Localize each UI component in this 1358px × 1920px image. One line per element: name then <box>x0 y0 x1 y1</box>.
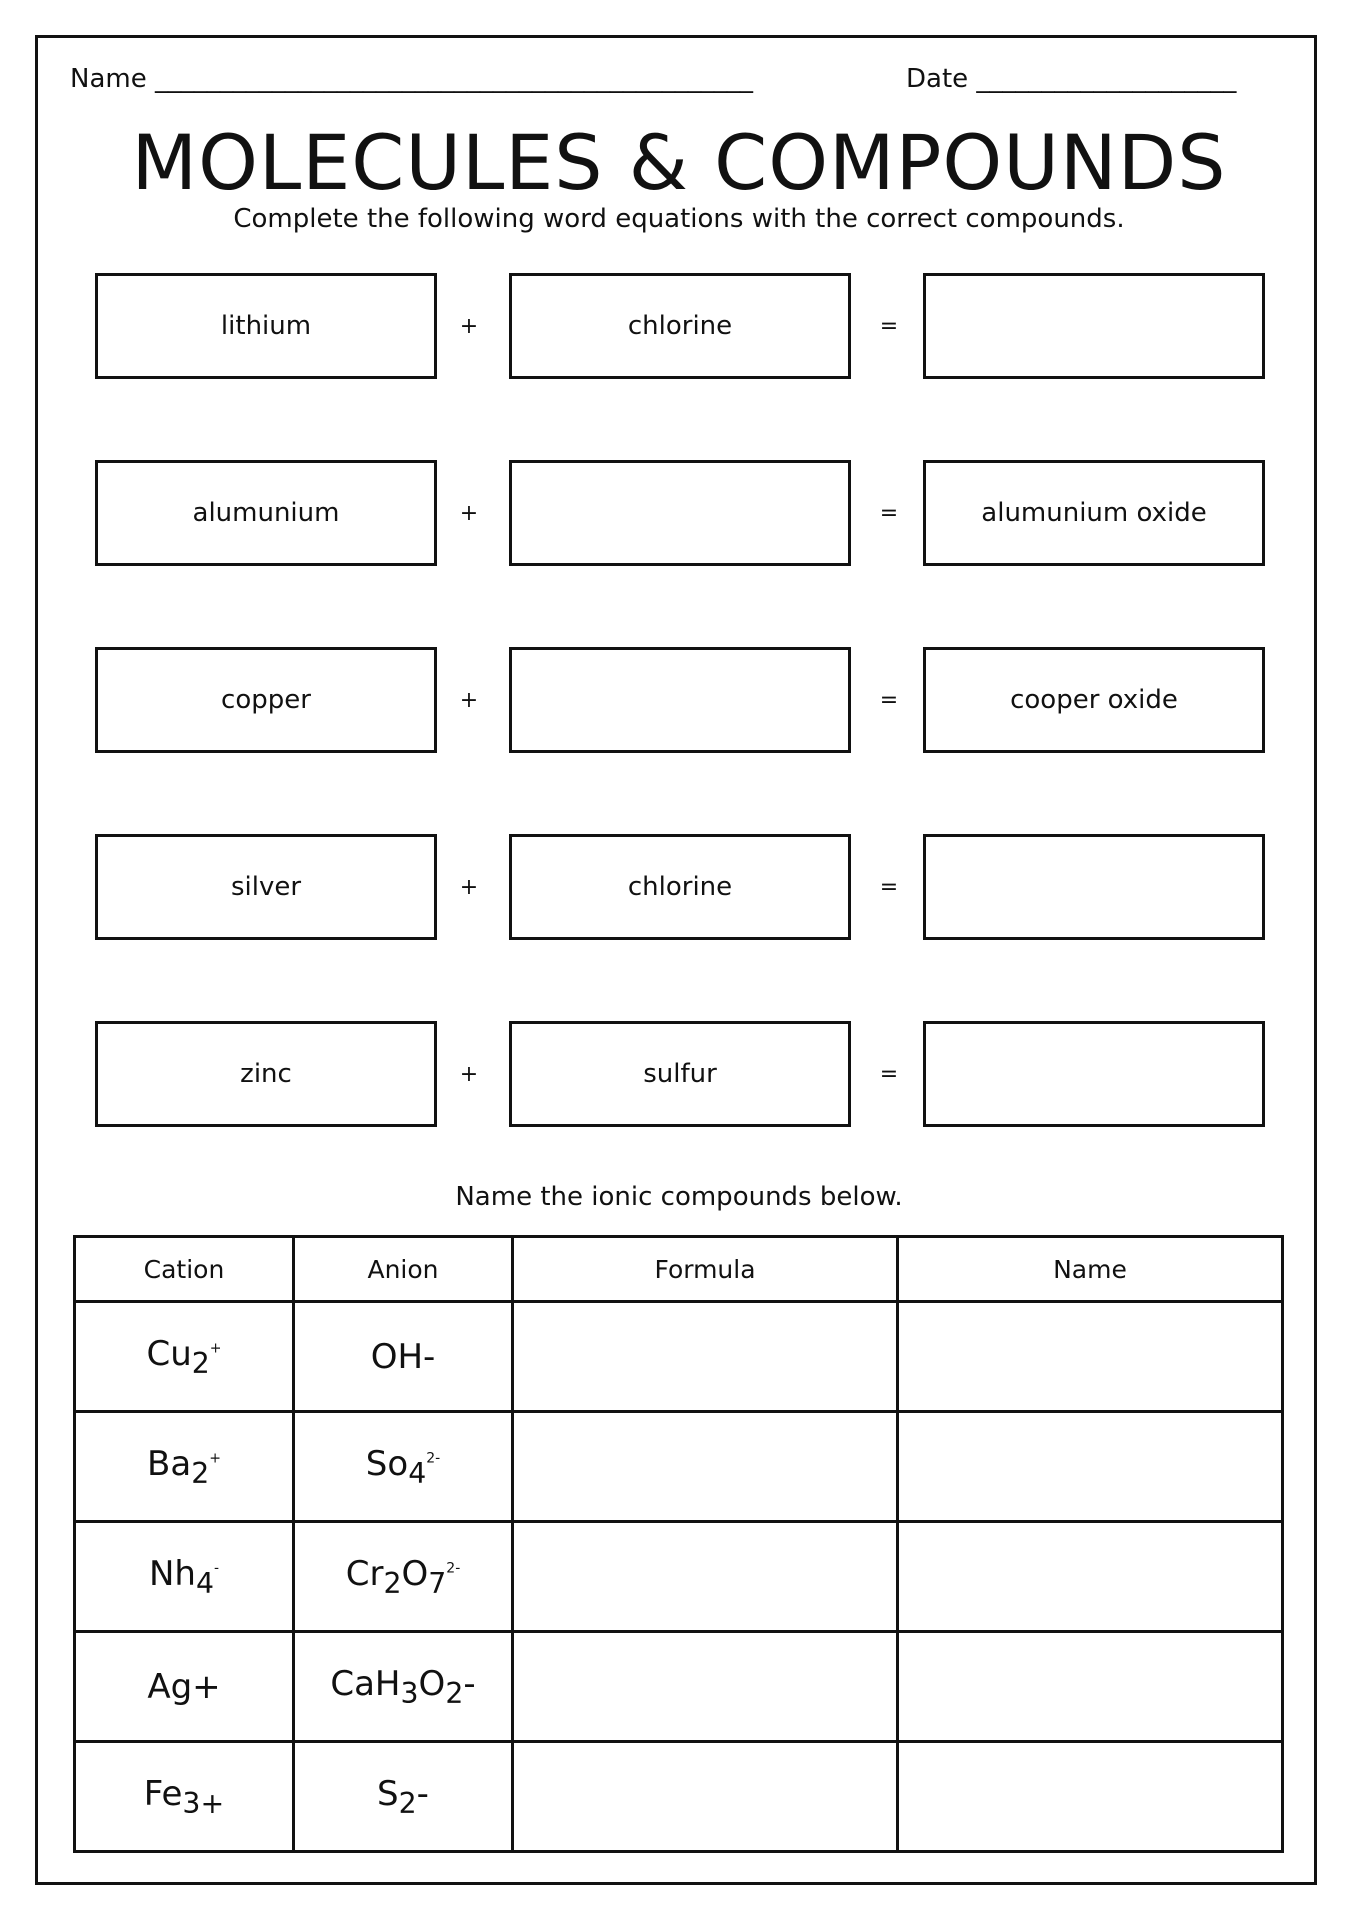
plus-sign: + <box>459 687 479 713</box>
table-row <box>75 1302 1283 1412</box>
reactant-box-2[interactable]: sulfur <box>509 1021 851 1127</box>
name-field[interactable] <box>70 62 753 96</box>
product-box[interactable]: alumunium oxide <box>923 460 1265 566</box>
equation-row <box>95 834 1265 940</box>
name-cell[interactable] <box>898 1522 1283 1632</box>
plus-sign: + <box>459 313 479 339</box>
anion-cell: $Cr_2O_7^{2-}$ <box>294 1522 513 1632</box>
formula-cell[interactable] <box>513 1522 898 1632</box>
equals-sign: = <box>879 874 899 900</box>
product-box[interactable]: cooper oxide <box>923 647 1265 753</box>
reactant-box-2[interactable] <box>509 460 851 566</box>
header-formula: Formula <box>513 1237 898 1302</box>
name-cell[interactable] <box>898 1412 1283 1522</box>
product-box[interactable] <box>923 834 1265 940</box>
equation-row <box>95 460 1265 566</box>
cation-cell: $Fe_{3+}$ <box>75 1742 294 1852</box>
plus-sign: + <box>459 500 479 526</box>
equation-row <box>95 647 1265 753</box>
equals-sign: = <box>879 500 899 526</box>
formula-cell[interactable] <box>513 1302 898 1412</box>
equals-sign: = <box>879 687 899 713</box>
formula-cell[interactable] <box>513 1742 898 1852</box>
cation-cell: $Nh_4^-$ <box>75 1522 294 1632</box>
section-title: Name the ionic compounds below. <box>455 1182 903 1212</box>
reactant-box-1[interactable]: silver <box>95 834 437 940</box>
product-box[interactable] <box>923 273 1265 379</box>
cation-cell: $Ba_2^+$ <box>75 1412 294 1522</box>
anion-cell: $CaH_3O_2-$ <box>294 1632 513 1742</box>
table-row <box>75 1522 1283 1632</box>
page-title: MOLECULES & COMPOUNDS <box>131 118 1227 207</box>
name-cell[interactable] <box>898 1742 1283 1852</box>
table-row <box>75 1742 1283 1852</box>
reactant-box-2[interactable] <box>509 647 851 753</box>
name-label: Name <box>70 64 147 94</box>
date-line: ____________________ <box>976 64 1237 94</box>
date-label: Date <box>906 64 969 94</box>
formula-cell[interactable] <box>513 1632 898 1742</box>
equals-sign: = <box>879 1061 899 1087</box>
product-box[interactable] <box>923 1021 1265 1127</box>
formula-cell[interactable] <box>513 1412 898 1522</box>
header-name: Name <box>898 1237 1283 1302</box>
name-line: ______________________________________________ <box>154 64 753 94</box>
anion-cell: $So_4^{2-}$ <box>294 1412 513 1522</box>
header-anion: Anion <box>294 1237 513 1302</box>
header-cation: Cation <box>75 1237 294 1302</box>
name-cell[interactable] <box>898 1632 1283 1742</box>
equals-sign: = <box>879 313 899 339</box>
table-row <box>75 1412 1283 1522</box>
anion-cell: $S_2-$ <box>294 1742 513 1852</box>
cation-cell: $Cu_2^+$ <box>75 1302 294 1412</box>
reactant-box-1[interactable]: alumunium <box>95 460 437 566</box>
plus-sign: + <box>459 1061 479 1087</box>
reactant-box-2[interactable]: chlorine <box>509 273 851 379</box>
date-field[interactable] <box>906 62 1236 96</box>
name-cell[interactable] <box>898 1302 1283 1412</box>
reactant-box-1[interactable]: lithium <box>95 273 437 379</box>
reactant-box-1[interactable]: copper <box>95 647 437 753</box>
equation-row <box>95 273 1265 379</box>
table-header-row <box>75 1237 1283 1302</box>
reactant-box-2[interactable]: chlorine <box>509 834 851 940</box>
equation-row <box>95 1021 1265 1127</box>
cation-cell: Ag+ <box>75 1632 294 1742</box>
instructions: Complete the following word equations with the correct compounds. <box>233 204 1125 234</box>
plus-sign: + <box>459 874 479 900</box>
ionic-compounds-table <box>73 1235 1284 1853</box>
anion-cell: OH- <box>294 1302 513 1412</box>
table-row <box>75 1632 1283 1742</box>
reactant-box-1[interactable]: zinc <box>95 1021 437 1127</box>
